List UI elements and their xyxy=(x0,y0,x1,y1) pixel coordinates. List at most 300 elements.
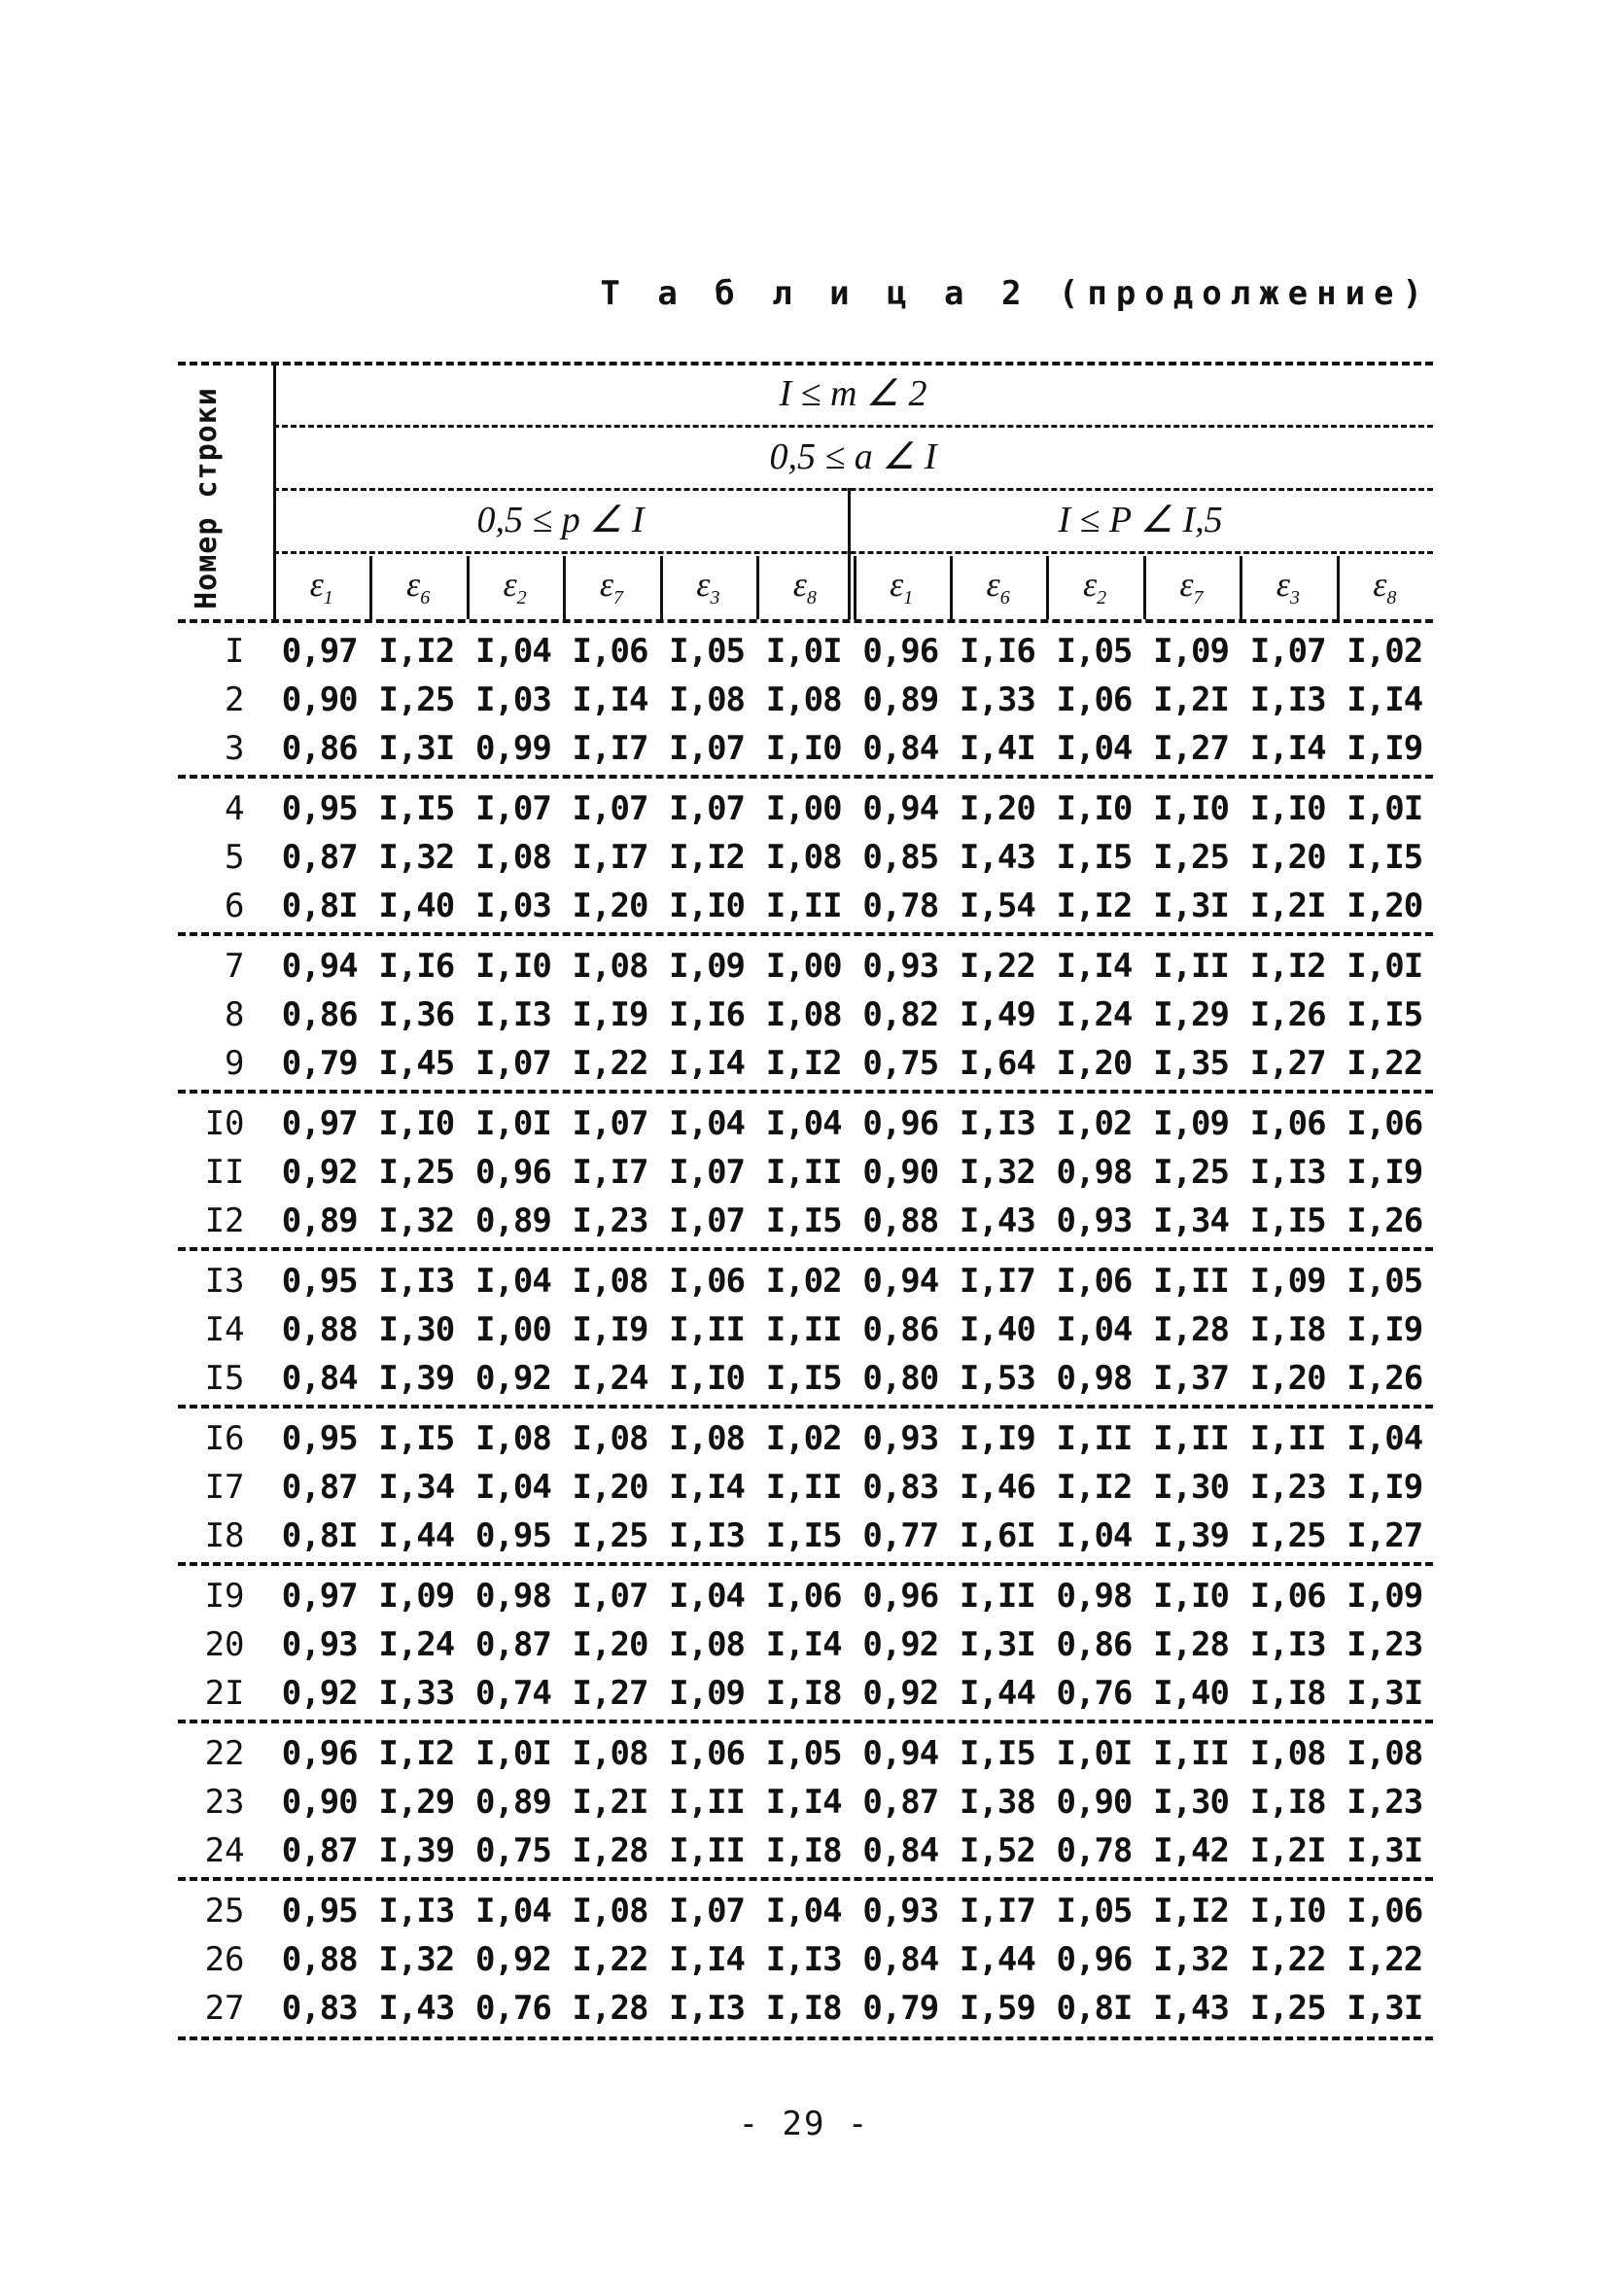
table-row xyxy=(178,833,1433,882)
table-cell: I,II xyxy=(1153,1419,1229,1458)
table-cell: I,07 xyxy=(669,789,746,828)
epsilon-header-cell: $\varepsilon_7$ xyxy=(1179,565,1204,609)
table-cell: I,08 xyxy=(572,1262,648,1301)
table-cell: 0,89 xyxy=(474,1201,551,1240)
table-cell: 0,88 xyxy=(862,1201,939,1240)
row-number: I3 xyxy=(204,1262,245,1301)
table-cell: I,09 xyxy=(669,1674,746,1713)
table-cell: I,I5 xyxy=(959,1734,1035,1773)
table-cell: 0,96 xyxy=(281,1734,358,1773)
row-number-header: Номер строки xyxy=(189,386,224,609)
table-cell: 0,95 xyxy=(281,1892,358,1931)
table-cell: I,39 xyxy=(378,1359,455,1398)
table-cell: I,I0 xyxy=(1153,789,1229,828)
group-separator-rule xyxy=(178,1247,1433,1251)
row-number: 20 xyxy=(204,1625,245,1664)
table-cell: I,I9 xyxy=(959,1419,1035,1458)
table-cell: I,I5 xyxy=(1346,995,1423,1034)
table-cell: I,I7 xyxy=(572,729,648,768)
table-cell: I,30 xyxy=(1153,1783,1229,1822)
table-row xyxy=(178,1984,1433,2033)
table-cell: I,44 xyxy=(959,1674,1035,1713)
epsilon-column-divider xyxy=(854,556,856,619)
table-cell: 0,96 xyxy=(862,632,939,671)
table-cell: I,I9 xyxy=(572,1310,648,1349)
table-cell: I,22 xyxy=(1346,1044,1423,1083)
table-cell: I,04 xyxy=(1346,1419,1423,1458)
table-cell: 0,98 xyxy=(1056,1577,1133,1616)
table-cell: I,I3 xyxy=(959,1104,1035,1143)
table-cell: 0,96 xyxy=(862,1577,939,1616)
table-cell: I,32 xyxy=(378,1201,455,1240)
table-cell: I,06 xyxy=(1056,1262,1133,1301)
table-row xyxy=(178,1669,1433,1718)
table-row xyxy=(178,1099,1433,1148)
table-cell: I,II xyxy=(765,1310,842,1349)
table-cell: I,09 xyxy=(1153,1104,1229,1143)
table-cell: I,06 xyxy=(765,1577,842,1616)
table-cell: I,27 xyxy=(1153,729,1229,768)
table-cell: I,26 xyxy=(1249,995,1326,1034)
table-cell: I,I5 xyxy=(1346,838,1423,877)
table-cell: 0,97 xyxy=(281,1104,358,1143)
table-cell: I,08 xyxy=(669,680,746,719)
table-cell: I,04 xyxy=(765,1892,842,1931)
table-cell: I,08 xyxy=(572,1892,648,1931)
table-cell: I,30 xyxy=(378,1310,455,1349)
row-number: 24 xyxy=(204,1831,245,1870)
table-cell: I,I7 xyxy=(959,1262,1035,1301)
row-number: 7 xyxy=(225,947,245,986)
group-separator-rule xyxy=(178,1562,1433,1566)
table-cell: 0,94 xyxy=(281,947,358,986)
table-cell: I,I5 xyxy=(378,789,455,828)
table-cell: 0,95 xyxy=(281,789,358,828)
row-number: I8 xyxy=(204,1516,245,1555)
table-cell: I,I4 xyxy=(765,1783,842,1822)
table-cell: I,I0 xyxy=(1056,789,1133,828)
p-range-left-header: 0,5 ≤ p ∠ I xyxy=(476,500,645,540)
table-cell: I,I3 xyxy=(669,1516,746,1555)
table-row xyxy=(178,627,1433,676)
page-number: - 29 - xyxy=(738,2105,870,2143)
table-cell: I,43 xyxy=(959,838,1035,877)
table-caption: Т а б л и ц а 2 (продолжение) xyxy=(600,274,1431,313)
table-cell: I,08 xyxy=(669,1625,746,1664)
table-cell: 0,95 xyxy=(281,1419,358,1458)
epsilon-header-cell: $\varepsilon_3$ xyxy=(1276,565,1300,609)
table-cell: 0,97 xyxy=(281,1577,358,1616)
table-cell: I,I8 xyxy=(765,1674,842,1713)
table-cell: I,02 xyxy=(765,1419,842,1458)
table-row xyxy=(178,1414,1433,1463)
table-cell: I,40 xyxy=(378,887,455,925)
row-number: I6 xyxy=(204,1419,245,1458)
table-cell: I,40 xyxy=(1153,1674,1229,1713)
table-cell: 0,93 xyxy=(862,1892,939,1931)
table-cell: I,3I xyxy=(959,1625,1035,1664)
table-cell: I,20 xyxy=(1249,838,1326,877)
table-cell: I,29 xyxy=(1153,995,1229,1034)
table-row xyxy=(178,1512,1433,1560)
table-cell: I,I7 xyxy=(572,1153,648,1192)
table-cell: 0,8I xyxy=(281,1516,358,1555)
epsilon-column-divider xyxy=(950,556,953,619)
table-cell: 0,92 xyxy=(474,1940,551,1979)
table-cell: I,I9 xyxy=(1346,1468,1423,1507)
row-number: 3 xyxy=(225,729,245,768)
table-cell: I,32 xyxy=(378,1940,455,1979)
table-cell: I,34 xyxy=(1153,1201,1229,1240)
table-cell: I,04 xyxy=(474,1262,551,1301)
table-cell: 0,77 xyxy=(862,1516,939,1555)
table-cell: 0,79 xyxy=(281,1044,358,1083)
table-cell: I,04 xyxy=(765,1104,842,1143)
table-cell: 0,8I xyxy=(1056,1989,1133,2028)
table-cell: I,I4 xyxy=(669,1044,746,1083)
group-separator-rule xyxy=(178,1877,1433,1881)
table-cell: I,06 xyxy=(1346,1104,1423,1143)
table-cell: 0,87 xyxy=(281,1468,358,1507)
table-cell: I,I3 xyxy=(1249,1625,1326,1664)
table-cell: I,00 xyxy=(765,947,842,986)
table-cell: I,23 xyxy=(572,1201,648,1240)
a-range-header: 0,5 ≤ a ∠ I xyxy=(769,436,937,477)
table-cell: I,3I xyxy=(378,729,455,768)
table-cell: I,I4 xyxy=(765,1625,842,1664)
row-number: I4 xyxy=(204,1310,245,1349)
table-cell: I,64 xyxy=(959,1044,1035,1083)
header-rule-m xyxy=(273,425,1433,428)
table-cell: I,I0 xyxy=(765,729,842,768)
table-row xyxy=(178,1039,1433,1088)
table-row xyxy=(178,784,1433,833)
table-cell: 0,90 xyxy=(862,1153,939,1192)
epsilon-column-divider xyxy=(756,556,759,619)
table-cell: 0,86 xyxy=(281,995,358,1034)
row-number: II xyxy=(204,1153,245,1192)
table-cell: I,6I xyxy=(959,1516,1035,1555)
table-cell: I,0I xyxy=(474,1734,551,1773)
table-cell: I,26 xyxy=(1346,1201,1423,1240)
table-cell: I,3I xyxy=(1346,1831,1423,1870)
row-number: 6 xyxy=(225,887,245,925)
table-cell: I,I3 xyxy=(378,1892,455,1931)
table-cell: I,2I xyxy=(1249,1831,1326,1870)
table-cell: I,28 xyxy=(572,1831,648,1870)
table-cell: I,I9 xyxy=(572,995,648,1034)
table-cell: I,I5 xyxy=(1249,1201,1326,1240)
table-cell: 0,98 xyxy=(474,1577,551,1616)
table-cell: 0,85 xyxy=(862,838,939,877)
table-cell: I,II xyxy=(669,1831,746,1870)
table-cell: I,II xyxy=(959,1577,1035,1616)
table-cell: I,22 xyxy=(1346,1940,1423,1979)
table-cell: I,04 xyxy=(474,1468,551,1507)
table-cell: I,02 xyxy=(765,1262,842,1301)
table-cell: I,I0 xyxy=(1249,1892,1326,1931)
table-cell: I,45 xyxy=(378,1044,455,1083)
table-cell: I,28 xyxy=(1153,1625,1229,1664)
table-cell: I,25 xyxy=(378,680,455,719)
table-cell: 0,84 xyxy=(862,729,939,768)
table-cell: I,20 xyxy=(572,1625,648,1664)
epsilon-header-cell: $\varepsilon_6$ xyxy=(986,565,1010,609)
table-cell: I,23 xyxy=(1249,1468,1326,1507)
table-cell: 0,86 xyxy=(1056,1625,1133,1664)
table-cell: I,06 xyxy=(1056,680,1133,719)
table-cell: I,42 xyxy=(1153,1831,1229,1870)
table-cell: 0,92 xyxy=(862,1625,939,1664)
table-cell: 0,87 xyxy=(474,1625,551,1664)
table-cell: 0,89 xyxy=(862,680,939,719)
table-cell: I,II xyxy=(765,1468,842,1507)
table-cell: I,27 xyxy=(572,1674,648,1713)
table-row xyxy=(178,1572,1433,1620)
table-cell: 0,87 xyxy=(862,1783,939,1822)
table-cell: I,2I xyxy=(1153,680,1229,719)
table-cell: I,34 xyxy=(378,1468,455,1507)
table-cell: I,28 xyxy=(572,1989,648,2028)
epsilon-header-cell: $\varepsilon_8$ xyxy=(1373,565,1397,609)
row-number: I7 xyxy=(204,1468,245,1507)
table-cell: 0,88 xyxy=(281,1940,358,1979)
epsilon-header-cell: $\varepsilon_1$ xyxy=(309,565,333,609)
table-cell: I,I8 xyxy=(765,1989,842,2028)
table-cell: I,I5 xyxy=(765,1201,842,1240)
table-cell: 0,94 xyxy=(862,789,939,828)
table-cell: I,I8 xyxy=(765,1831,842,1870)
table-cell: I,23 xyxy=(1346,1625,1423,1664)
table-cell: I,52 xyxy=(959,1831,1035,1870)
table-cell: I,4I xyxy=(959,729,1035,768)
table-cell: 0,84 xyxy=(862,1831,939,1870)
table-cell: I,0I xyxy=(1346,947,1423,986)
table-cell: I,07 xyxy=(669,729,746,768)
table-cell: I,0I xyxy=(474,1104,551,1143)
table-cell: I,08 xyxy=(1249,1734,1326,1773)
table-cell: I,43 xyxy=(959,1201,1035,1240)
table-cell: I,09 xyxy=(378,1577,455,1616)
table-cell: I,I4 xyxy=(669,1940,746,1979)
group-separator-rule xyxy=(178,932,1433,936)
table-cell: 0,74 xyxy=(474,1674,551,1713)
table-cell: I,30 xyxy=(1153,1468,1229,1507)
table-cell: I,I7 xyxy=(959,1892,1035,1931)
table-cell: 0,86 xyxy=(281,729,358,768)
table-cell: I,22 xyxy=(572,1044,648,1083)
table-cell: I,06 xyxy=(669,1734,746,1773)
row-number: 2I xyxy=(204,1674,245,1713)
table-row xyxy=(178,1729,1433,1778)
epsilon-header-cell: $\varepsilon_2$ xyxy=(503,565,527,609)
group-separator-rule xyxy=(178,775,1433,779)
table-cell: 0,96 xyxy=(1056,1940,1133,1979)
table-cell: I,09 xyxy=(1153,632,1229,671)
row-number: I2 xyxy=(204,1201,245,1240)
row-number: 26 xyxy=(204,1940,245,1979)
table-cell: 0,84 xyxy=(281,1359,358,1398)
table-cell: I,08 xyxy=(572,1419,648,1458)
table-row xyxy=(178,1463,1433,1512)
table-cell: 0,95 xyxy=(281,1262,358,1301)
table-cell: I,I2 xyxy=(378,632,455,671)
table-row xyxy=(178,1620,1433,1669)
table-cell: I,I2 xyxy=(669,838,746,877)
table-cell: 0,92 xyxy=(862,1674,939,1713)
table-cell: I,I4 xyxy=(572,680,648,719)
table-cell: I,I2 xyxy=(378,1734,455,1773)
table-cell: I,07 xyxy=(669,1892,746,1931)
table-cell: I,20 xyxy=(1056,1044,1133,1083)
table-cell: I,32 xyxy=(1153,1940,1229,1979)
table-cell: I,I8 xyxy=(1249,1310,1326,1349)
data-table xyxy=(178,362,1433,2043)
table-cell: I,27 xyxy=(1249,1044,1326,1083)
table-cell: I,I2 xyxy=(1153,1892,1229,1931)
table-cell: 0,93 xyxy=(1056,1201,1133,1240)
m-range-header: I ≤ m ∠ 2 xyxy=(779,373,927,414)
table-cell: I,33 xyxy=(959,680,1035,719)
table-cell: I,I4 xyxy=(1346,680,1423,719)
row-number: 8 xyxy=(225,995,245,1034)
table-cell: I,36 xyxy=(378,995,455,1034)
table-cell: I,II xyxy=(669,1310,746,1349)
table-cell: I,II xyxy=(1249,1419,1326,1458)
table-cell: I,08 xyxy=(1346,1734,1423,1773)
table-cell: I,I0 xyxy=(1249,789,1326,828)
table-cell: I,59 xyxy=(959,1989,1035,2028)
table-cell: I,43 xyxy=(1153,1989,1229,2028)
table-cell: I,37 xyxy=(1153,1359,1229,1398)
table-cell: 0,83 xyxy=(281,1989,358,2028)
table-cell: I,I8 xyxy=(1249,1783,1326,1822)
table-cell: I,24 xyxy=(572,1359,648,1398)
table-cell: I,I4 xyxy=(669,1468,746,1507)
table-cell: 0,87 xyxy=(281,1831,358,1870)
table-cell: I,27 xyxy=(1346,1516,1423,1555)
table-cell: I,I0 xyxy=(669,887,746,925)
table-cell: I,06 xyxy=(1346,1892,1423,1931)
table-cell: I,02 xyxy=(1056,1104,1133,1143)
table-cell: I,23 xyxy=(1346,1783,1423,1822)
table-cell: I,08 xyxy=(474,838,551,877)
table-cell: I,25 xyxy=(378,1153,455,1192)
table-cell: I,07 xyxy=(572,789,648,828)
table-cell: I,0I xyxy=(1346,789,1423,828)
table-cell: I,05 xyxy=(1346,1262,1423,1301)
table-row xyxy=(178,1305,1433,1354)
table-cell: I,00 xyxy=(765,789,842,828)
table-cell: 0,75 xyxy=(862,1044,939,1083)
table-cell: 0,92 xyxy=(474,1359,551,1398)
table-cell: 0,93 xyxy=(281,1625,358,1664)
table-row xyxy=(178,676,1433,724)
table-cell: I,07 xyxy=(474,789,551,828)
table-cell: I,I3 xyxy=(474,995,551,1034)
table-cell: I,I7 xyxy=(572,838,648,877)
table-cell: I,I0 xyxy=(669,1359,746,1398)
table-cell: I,08 xyxy=(765,680,842,719)
table-cell: I,3I xyxy=(1346,1674,1423,1713)
table-cell: I,43 xyxy=(378,1989,455,2028)
table-cell: I,06 xyxy=(1249,1577,1326,1616)
table-cell: I,25 xyxy=(1153,1153,1229,1192)
table-cell: 0,90 xyxy=(281,680,358,719)
table-cell: I,I0 xyxy=(474,947,551,986)
group-separator-rule xyxy=(178,1405,1433,1409)
epsilon-column-divider xyxy=(1143,556,1146,619)
table-cell: I,I5 xyxy=(765,1516,842,1555)
table-cell: I,I5 xyxy=(1056,838,1133,877)
row-number: I9 xyxy=(204,1577,245,1616)
table-cell: 0,89 xyxy=(474,1783,551,1822)
table-row xyxy=(178,1197,1433,1245)
table-cell: 0,86 xyxy=(862,1310,939,1349)
table-cell: I,II xyxy=(1153,1734,1229,1773)
epsilon-column-divider xyxy=(369,556,372,619)
row-number: 22 xyxy=(204,1734,245,1773)
header-bottom-rule xyxy=(178,619,1433,623)
table-cell: I,3I xyxy=(1346,1989,1423,2028)
table-cell: 0,99 xyxy=(474,729,551,768)
table-cell: I,II xyxy=(1056,1419,1133,1458)
table-cell: I,22 xyxy=(1249,1940,1326,1979)
table-cell: I,I5 xyxy=(765,1359,842,1398)
table-cell: 0,78 xyxy=(1056,1831,1133,1870)
table-cell: I,25 xyxy=(572,1516,648,1555)
table-row xyxy=(178,1148,1433,1197)
table-cell: I,39 xyxy=(378,1831,455,1870)
table-cell: I,46 xyxy=(959,1468,1035,1507)
table-cell: 0,93 xyxy=(862,947,939,986)
table-cell: 0,84 xyxy=(862,1940,939,1979)
row-number: I0 xyxy=(204,1104,245,1143)
table-cell: 0,94 xyxy=(862,1262,939,1301)
table-cell: I,07 xyxy=(572,1577,648,1616)
table-cell: I,39 xyxy=(1153,1516,1229,1555)
table-cell: I,03 xyxy=(474,680,551,719)
table-cell: I,53 xyxy=(959,1359,1035,1398)
table-cell: 0,96 xyxy=(474,1153,551,1192)
table-cell: I,49 xyxy=(959,995,1035,1034)
table-cell: 0,79 xyxy=(862,1989,939,2028)
table-cell: I,09 xyxy=(1249,1262,1326,1301)
table-top-rule xyxy=(178,362,1433,365)
table-cell: I,26 xyxy=(1346,1359,1423,1398)
row-number: 25 xyxy=(204,1892,245,1931)
table-cell: I,I3 xyxy=(669,1989,746,2028)
table-cell: I,I3 xyxy=(1249,1153,1326,1192)
table-bottom-rule xyxy=(178,2036,1433,2040)
table-cell: I,28 xyxy=(1153,1310,1229,1349)
table-cell: 0,98 xyxy=(1056,1153,1133,1192)
table-cell: I,08 xyxy=(572,947,648,986)
table-cell: I,I9 xyxy=(1346,1310,1423,1349)
table-cell: I,04 xyxy=(669,1104,746,1143)
table-row xyxy=(178,942,1433,991)
table-cell: I,08 xyxy=(474,1419,551,1458)
table-cell: I,I5 xyxy=(378,1419,455,1458)
table-cell: I,20 xyxy=(1346,887,1423,925)
table-cell: 0,82 xyxy=(862,995,939,1034)
table-cell: I,09 xyxy=(1346,1577,1423,1616)
row-number: 27 xyxy=(204,1989,245,2028)
table-cell: 0,98 xyxy=(1056,1359,1133,1398)
epsilon-column-divider xyxy=(1337,556,1340,619)
table-cell: I,I2 xyxy=(1249,947,1326,986)
table-row xyxy=(178,1257,1433,1305)
